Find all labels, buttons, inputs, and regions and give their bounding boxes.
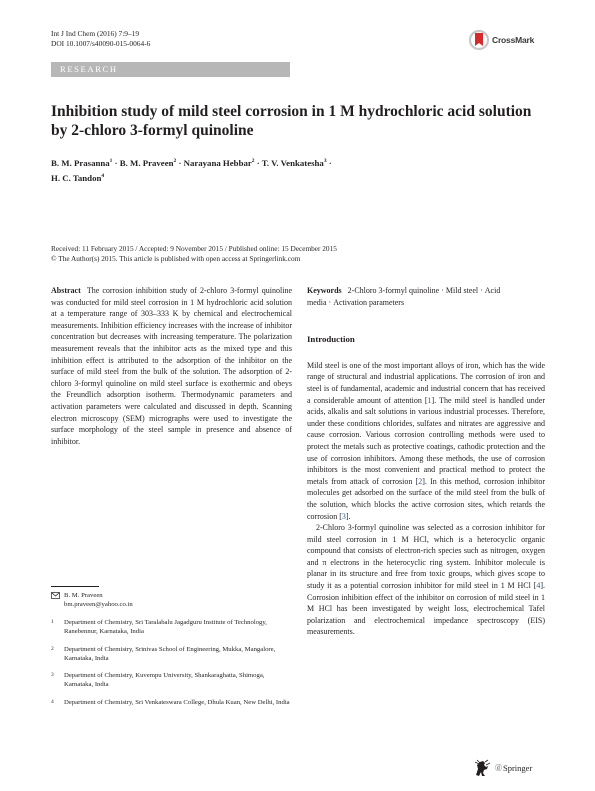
introduction-paragraph	[307, 522, 545, 638]
footnotes	[51, 592, 292, 708]
publication-dates	[51, 244, 551, 263]
affiliation-text: Department of Chemistry, Srinivas School of Engineering, Mukka, Mangalore, Karnataka, India	[64, 645, 276, 662]
keywords-label: Keywords	[307, 286, 342, 295]
affiliation-item	[51, 646, 292, 664]
affiliation-number: 2	[51, 645, 54, 652]
text-run: ]. In this method, corrosion inhibitor molecules get adsorbed on the surface of the mild steel from the bulk of the solution, which blocks the active corrosion sites, which retards the corrosion [	[307, 476, 546, 521]
author-affiliation-number: 1	[109, 158, 113, 164]
springer-horse-icon	[473, 759, 491, 778]
citation-link[interactable]: 1	[427, 395, 432, 405]
affiliation-item	[51, 699, 292, 708]
keyword-separator: ·	[328, 297, 332, 307]
abstract-text: The corrosion inhibition study of 2-chloro 3-formyl quinoline was conducted for mild steel corrosion in 1 M hydrochloric acid solution at a temperature range of 303–333 K by chemical and electrochemical measurements. Inhibition efficiency increases with the increase of inhibitor concentration but decreases with increasing temperature. The polarization measurement reveals that the inhibitor acts as the mixed type and this inhibition effect is attributed to the adsorption of the inhibitor on the surface of mild steel from the bulk of the solution. The adsorption of 2-chloro 3-formyl quinoline on mild steel surface is exothermic and obeys the Freundlich adsorption isotherm. Thermodynamic parameters and activation parameters were calculated and discussed in depth. Scanning electron microscopy (SEM) micrographs were used to investigate the surface morphology of the steel sample in presence and absence of inhibitor.	[51, 286, 292, 446]
received-accepted-line: Received: 11 February 2015 / Accepted: 9 November 2015 / Published online: 15 December 2015	[51, 244, 337, 253]
envelope-icon	[51, 592, 64, 610]
keywords-block	[307, 285, 545, 308]
publisher-name: Springer	[503, 763, 533, 773]
author-separator: ·	[114, 157, 118, 168]
journal-citation: Int J Ind Chem (2016) 7:9–19	[51, 29, 140, 38]
keyword-item: 2-Chloro 3-formyl quinoline	[347, 286, 440, 295]
publisher-badge: ⓓ	[495, 764, 502, 772]
author-name[interactable]: Narayana Hebbar	[183, 157, 252, 168]
springer-logo	[473, 758, 549, 778]
keyword-item: Mild steel	[445, 286, 479, 295]
author-affiliation-number: 2	[251, 158, 255, 164]
journal-reference	[51, 29, 150, 49]
correspondence	[51, 592, 292, 610]
affiliation-text: Department of Chemistry, Sri Venkateswara College, Dhula Kuan, New Delhi, India	[64, 699, 290, 707]
text-run: ]. Corrosion inhibition effect of the inhibitor on corrosion of mild steel in 1 M HCl has been investigated by weight loss, electrochemical Tafel polarization and electrochemical impedance spectroscopy (EIS) measurements.	[307, 581, 545, 637]
crossmark-logo-icon	[469, 29, 489, 51]
affiliation-number: 3	[51, 672, 54, 679]
introduction-paragraph	[307, 360, 545, 522]
keyword-item: Acid media	[307, 286, 501, 307]
author-name[interactable]: T. V. Venkatesha	[261, 157, 324, 168]
citation-link[interactable]: 2	[418, 476, 423, 486]
author-affiliation-number: 2	[173, 158, 177, 164]
right-column	[307, 285, 545, 638]
citation-link[interactable]: 3	[341, 511, 346, 521]
license-line: © The Author(s) 2015. This article is published with open access at Springerlink.com	[51, 253, 301, 263]
affiliation-number: 4	[51, 699, 54, 706]
keyword-separator: ·	[441, 286, 444, 295]
text-run: ]. The mild steel is handled under acids, alkalis and salt solutions in various industrial processes. Therefore, under these conditions chlorides, sulfates and nitrates are aggressive and cause corrosion. Various corrosion controlling methods were used to protect the metals such as protective coatings, cathodic protection and the use of corrosion inhibitors. Among these methods, the use of corrosion inhibitors is the most convenient and practical method to protect the metals from attack of corrosion [	[307, 395, 545, 486]
keyword-separator: ·	[480, 286, 483, 295]
abstract-label: Abstract	[51, 286, 81, 295]
affiliation-number: 1	[51, 618, 54, 625]
crossmark-badge[interactable]	[469, 29, 545, 51]
text-run: 2-Chloro 3-formyl quinoline was selected as a corrosion inhibitor for mild steel corrosion in 1 M HCl, which is a heterocyclic organic compound that consists of electron-rich species such as nitrogen, oxygen and π electrons in the heterocyclic ring system. Inhibitor molecule is planar in its structure and free from toxic groups, which gives scope to study it as a potential corrosion inhibitor for mild steel in 1 M HCl [	[307, 523, 545, 591]
affiliation-text: Department of Chemistry, Sri Taralabalu Jagadguru Institute of Technology, Ranebennur, Karnataka, India	[64, 618, 267, 635]
footnote-rule	[51, 586, 99, 587]
author-name[interactable]: B. M. Praveen	[119, 157, 174, 168]
author-separator: ·	[328, 157, 332, 168]
crossmark-label: CrossMark	[492, 35, 535, 45]
citation-link[interactable]: 4	[536, 581, 541, 591]
keyword-item: Activation parameters	[333, 297, 405, 307]
correspondence-email[interactable]: bm.praveen@yahoo.co.in	[64, 600, 133, 608]
abstract-block	[51, 285, 292, 447]
affiliation-item	[51, 672, 292, 690]
author-separator: ·	[256, 157, 260, 168]
affiliation-text: Department of Chemistry, Kuvempu University, Shankaraghatta, Shimoga, Karnataka, India	[64, 672, 265, 689]
author-list	[51, 155, 551, 185]
introduction-heading: Introduction	[307, 334, 355, 345]
correspondence-name: B. M. Praveen	[64, 592, 103, 599]
journal-doi[interactable]: DOI 10.1007/s40090-015-0064-6	[51, 39, 151, 48]
author-name[interactable]: B. M. Prasanna	[51, 157, 110, 168]
text-run: ].	[345, 511, 351, 521]
text-run: Mild steel is one of the most important alloys of iron, which has the wide range of structural and industrial applications. The corrosion of iron and steel is of fundamental, academic and industrial concern that has received a considerable amount of attention [	[307, 360, 545, 405]
section-label: RESEARCH	[60, 64, 118, 74]
affiliation-item	[51, 619, 292, 637]
author-affiliation-number: 3	[323, 158, 327, 164]
section-label-bar	[51, 62, 290, 77]
author-separator: ·	[178, 157, 182, 168]
author-affiliation-number: 4	[101, 172, 105, 179]
article-title: Inhibition study of mild steel corrosion in 1 M hydrochloric acid solution by 2-chloro 3-formyl quinoline	[51, 103, 532, 139]
author-name[interactable]: H. C. Tandon	[51, 172, 102, 183]
